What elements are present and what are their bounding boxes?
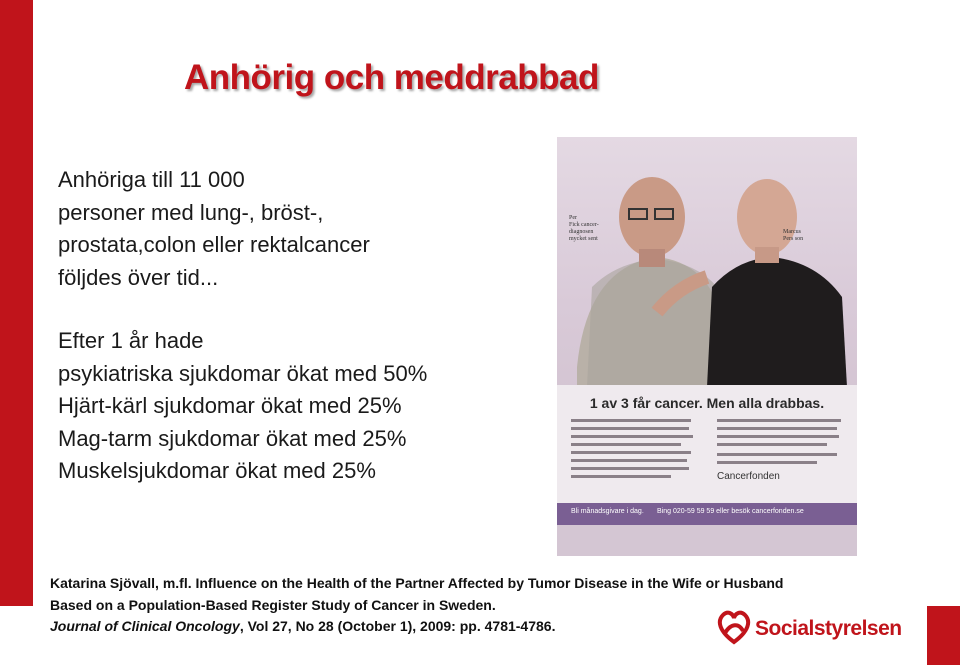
ad-caption-left: Per Fick cancer- diagnosen mycket sent [569, 215, 599, 242]
heart-knot-icon [715, 609, 753, 645]
left-accent-bar [0, 0, 33, 606]
cancerfonden-ad-photo [557, 137, 857, 556]
findings-line: Muskelsjukdomar ökat med 25% [58, 458, 376, 483]
slide-title: Anhörig och meddrabbad [184, 58, 599, 97]
intro-line: Anhöriga till 11 000 [58, 167, 245, 192]
intro-line: prostata,colon eller rektalcancer [58, 232, 370, 257]
intro-line: följdes över tid... [58, 264, 219, 290]
intro-line: personer med lung-, bröst-, [58, 199, 324, 225]
citation-line-3 [50, 616, 783, 638]
ad-illustration [557, 137, 857, 556]
findings-line: Efter 1 år hade [58, 328, 204, 353]
ad-headline: 1 av 3 får cancer. Men alla drabbas. [589, 395, 825, 411]
journal-name: Journal of Clinical Oncology [50, 618, 240, 634]
intro-text [58, 164, 370, 294]
findings-line: psykiatriska sjukdomar ökat med 50% [58, 360, 428, 386]
ad-caption-right: Marcus Pers son [783, 229, 804, 242]
ad-brand: Cancerfonden [717, 471, 780, 482]
citation-line-2: Based on a Population-Based Register Study of Cancer in Sweden. [50, 596, 496, 613]
findings-text [58, 325, 427, 488]
ad-footer-banner [557, 503, 857, 525]
citation-details: , Vol 27, No 28 (October 1), 2009: pp. 4781-4786. [239, 618, 556, 634]
logo-text: Socialstyrelsen [755, 617, 902, 640]
findings-line: Hjärt-kärl sjukdomar ökat med 25% [58, 393, 402, 418]
findings-line: Mag-tarm sjukdomar ökat med 25% [58, 425, 407, 451]
citation [50, 573, 783, 638]
ad-footer-right: Bing 020-59 59 59 eller besök cancerfonden.se [657, 508, 804, 515]
right-accent-bar [927, 606, 960, 665]
ad-footer-left: Bli månadsgivare i dag. [571, 508, 644, 515]
socialstyrelsen-logo [715, 607, 910, 647]
citation-line-1: Katarina Sjövall, m.fl. Influence on the Health of the Partner Affected by Tumor Disease in the Wife or Husband [50, 575, 784, 591]
